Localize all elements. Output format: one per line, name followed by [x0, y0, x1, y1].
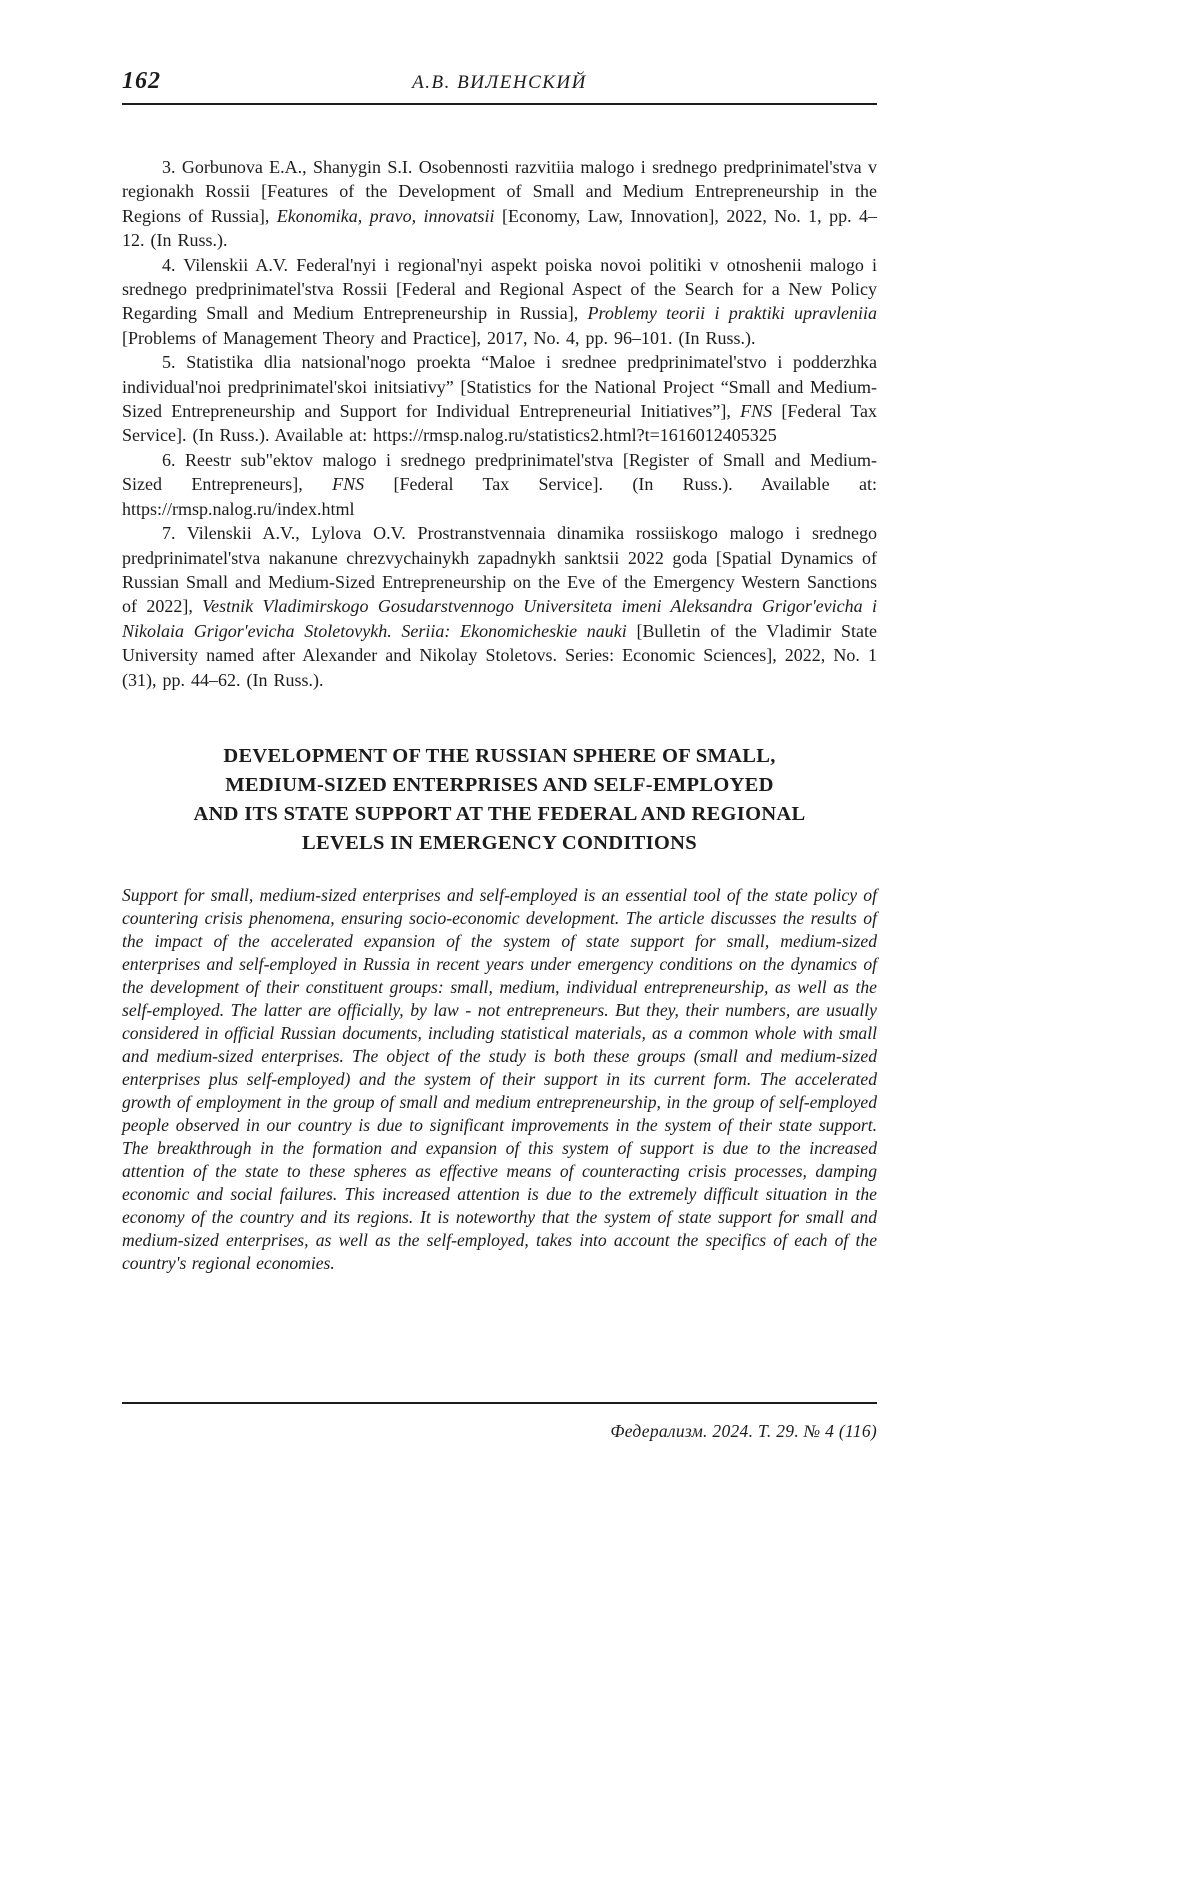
article-title-line: DEVELOPMENT OF THE RUSSIAN SPHERE OF SMALL, — [223, 744, 776, 767]
reference-item-4 — [122, 253, 877, 351]
header-rule — [122, 103, 877, 105]
footer-rule — [122, 1402, 877, 1404]
abstract-text: Support for small, medium-sized enterprises and self-employed is an essential tool of the state policy of countering crisis phenomena, ensuring socio-economic development. The article discusses the results of the impact of the accelerated expansion of the system of state support for small, medium-sized enterprises and self-employed in Russia in recent years under emergency conditions on the dynamics of the development of their constituent groups: small, medium, individual entrepreneurship, as well as the self-employed. The latter are officially, by law - not entrepreneurs. But they, their numbers, are usually considered in official Russian documents, including statistical materials, as a common whole with small and medium-sized enterprises. The object of the study is both these groups (small and medium-sized enterprises plus self-employed) and the system of their support in its current form. The accelerated growth of employment in the group of small and medium entrepreneurship, in the group of self-employed people observed in our country is due to significant improvements in the system of their state support. The breakthrough in the formation and expansion of this system of support is due to the increased attention of the state to these spheres as effective means of counteracting crisis processes, damping economic and social failures. This increased attention is due to the extremely difficult situation in the economy of the country and its regions. It is noteworthy that the system of state support for small and medium-sized enterprises, as well as the self-employed, takes into account the specifics of each of the country's regional economies. — [122, 884, 877, 1273]
italic-text-segment: Problemy teorii i praktiki upravleniia — [587, 303, 878, 324]
reference-item-6 — [122, 448, 877, 521]
article-title-line: AND ITS STATE SUPPORT AT THE FEDERAL AND REGIONAL — [193, 802, 806, 825]
text-segment: 6. Reestr sub"ektov malogo i srednego predprinimatel'stva [Register of Small and Medium-Sized Entrepreneurs], — [122, 449, 877, 495]
italic-text-segment: FNS — [740, 401, 773, 422]
page-footer — [122, 1402, 877, 1442]
page-number: 162 — [122, 68, 161, 94]
italic-text-segment: Vestnik Vladimirskogo Gosudarstvennogo Universiteta imeni Aleksandra Grigor'evicha i Nikolaia Grigor'evicha Stoletovykh. Seriia: Ekonomicheskie nauki — [122, 596, 877, 641]
text-segment: 3. Gorbunova E.A., Shanygin S.I. Osobennosti razvitiia malogo i srednego predprinimatel'stva v regionakh Rossii [Features of the Development of Small and Medium Entrepreneurship in the Regions of Russia], — [122, 157, 877, 226]
page-header — [122, 68, 877, 105]
text-segment: [Economy, Law, Innovation], 2022, No. 1, pp. 4–12. (In Russ.). — [122, 205, 878, 251]
journal-citation: Федерализм. 2024. Т. 29. № 4 (116) — [610, 1421, 877, 1441]
text-segment: [Bulletin of the Vladimir State University named after Alexander and Nikolay Stoletovs. Series: Economic Sciences], 2022, No. 1 (31), pp. 44–62. (In Russ.). — [122, 620, 877, 690]
text-segment: [Problems of Management Theory and Practice], 2017, No. 4, pp. 96–101. (In Russ.). — [122, 327, 756, 348]
references-list — [122, 155, 877, 692]
italic-text-segment: Ekonomika, pravo, innovatsii — [276, 205, 495, 226]
text-segment: 4. Vilenskii A.V. Federal'nyi i regional'nyi aspekt poiska novoi politiki v otnoshenii malogo i srednego predprinimatel'stva Rossii [Federal and Regional Aspect of the Search for a New Policy Regarding Small and Medium Entrepreneurship in Russia], — [122, 254, 877, 324]
text-segment: [Federal Tax Service]. (In Russ.). Available at: https://rmsp.nalog.ru/index.html — [122, 474, 878, 519]
reference-item-3 — [122, 155, 877, 253]
running-head-author: А.В. ВИЛЕНСКИЙ — [412, 72, 587, 93]
text-segment: 5. Statistika dlia natsional'nogo proekta “Maloe i srednee predprinimatel'stvo i podderzhka individual'noi predprinimatel'skoi initsiativy” [Statistics for the National Project “Small and Medium-Sized Entrepreneurship and Support for Individual Entrepreneurial Initiatives”], — [122, 352, 877, 422]
article-title-line: LEVELS IN EMERGENCY CONDITIONS — [302, 831, 697, 854]
page-content-column — [122, 0, 877, 1275]
reference-item-7 — [122, 521, 877, 692]
article-title — [122, 742, 877, 858]
text-segment: [Federal Tax Service]. (In Russ.). Available at: https://rmsp.nalog.ru/statistics2.html?t=1616012405325 — [122, 401, 877, 446]
reference-item-5 — [122, 350, 877, 448]
article-title-line: MEDIUM-SIZED ENTERPRISES AND SELF-EMPLOYED — [225, 773, 774, 796]
italic-text-segment: FNS — [332, 474, 365, 495]
text-segment: 7. Vilenskii A.V., Lylova O.V. Prostranstvennaia dinamika rossiiskogo malogo i srednego predprinimatel'stva nakanune chrezvychainykh zapadnykh sanktsii 2022 goda [Spatial Dynamics of Russian Small and Medium-Sized Entrepreneurship on the Eve of the Emergency Western Sanctions of 2022], — [122, 523, 877, 617]
